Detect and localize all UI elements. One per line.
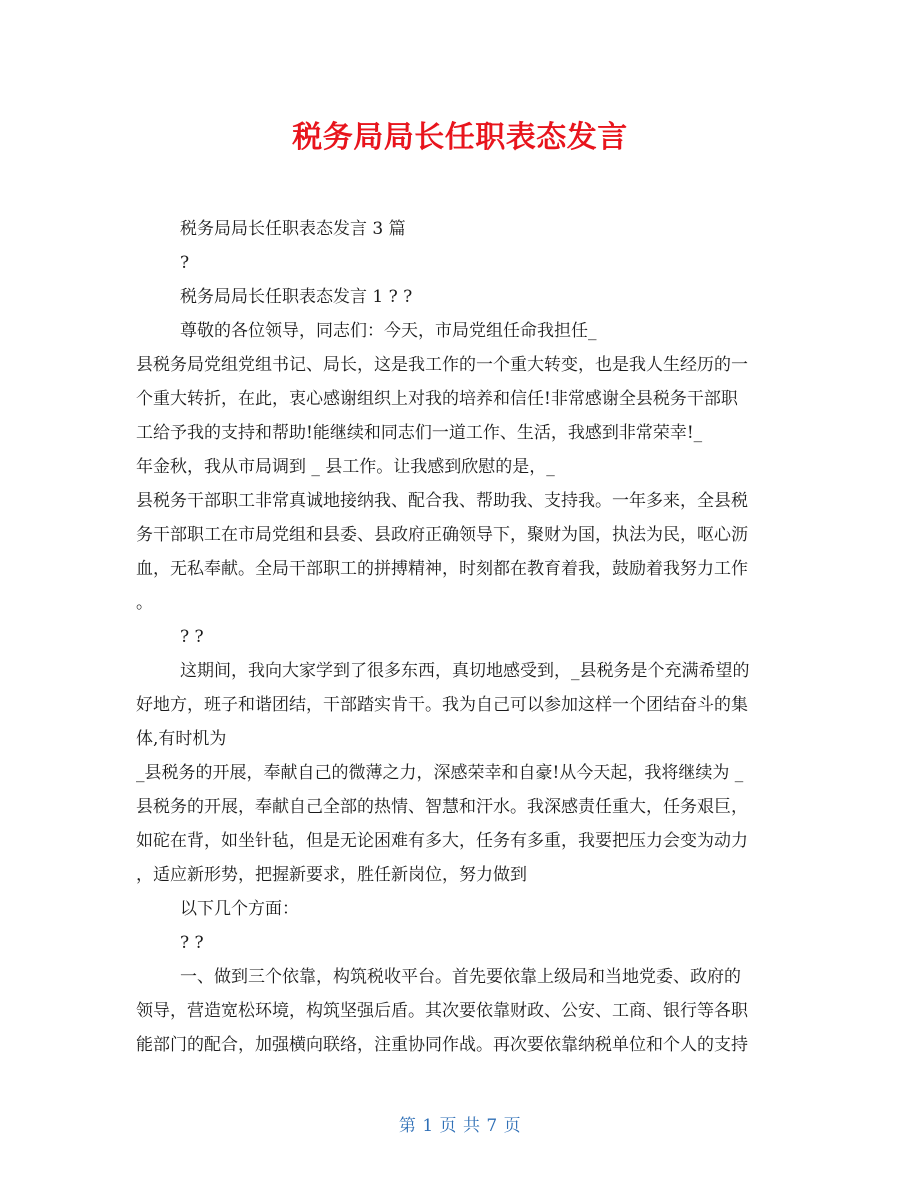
body-line: 。 [136,593,153,613]
body-line: 县税务的开展，奉献自己全部的热情、智慧和汗水。我深感责任重大，任务艰巨， [136,797,748,817]
body-line: _县税务的开展，奉献自己的微薄之力，深感荣幸和自豪!从今天起，我将继续为 _ [136,763,744,783]
body-line: 年金秋，我从市局调到 _ 县工作。让我感到欣慰的是，_ [136,457,555,477]
body-line: ，适应新形势，把握新要求，胜任新岗位，努力做到 [136,865,527,885]
body-line: ? [180,253,190,273]
body-line: 领导，营造宽松环境，构筑坚强后盾。其次要依靠财政、公安、工商、银行等各职 [136,1001,748,1021]
body-line: ? ? [180,627,204,647]
body-line: 工给予我的支持和帮助!能继续和同志们一道工作、生活，我感到非常荣幸!_ [136,423,703,443]
document-title: 税务局局长任职表态发言 [292,120,628,155]
body-line: 务干部职工在市局党组和县委、县政府正确领导下，聚财为国，执法为民，呕心沥 [136,525,748,545]
document-body [136,212,786,1062]
body-line: 税务局局长任职表态发言 3 篇 [180,219,406,239]
body-line: 好地方，班子和谐团结，干部踏实肯干。我为自己可以参加这样一个团结奋斗的集 [136,695,748,715]
body-line: 县税务局党组党组书记、局长，这是我工作的一个重大转变，也是我人生经历的一 [136,355,748,375]
body-line: 这期间，我向大家学到了很多东西，真切地感受到，_县税务是个充满希望的 [180,661,750,681]
body-line: 以下几个方面： [180,899,299,919]
body-line: 税务局局长任职表态发言 1 ? ? [180,287,413,307]
body-line: 血，无私奉献。全局干部职工的拼搏精神，时刻都在教育着我，鼓励着我努力工作 [136,559,748,579]
body-line: ? ? [180,933,204,953]
body-line: 能部门的配合，加强横向联络，注重协同作战。再次要依靠纳税单位和个人的支持 [136,1035,748,1055]
body-line: 尊敬的各位领导，同志们：今天，市局党组任命我担任_ [180,321,597,341]
page-footer: 第 1 页 共 7 页 [398,1116,522,1136]
body-line: 个重大转折，在此，衷心感谢组织上对我的培养和信任!非常感谢全县税务干部职 [136,389,738,409]
body-line: 体,有时机为 [136,729,227,749]
body-line: 县税务干部职工非常真诚地接纳我、配合我、帮助我、支持我。一年多来，全县税 [136,491,748,511]
body-line: 如砣在背，如坐针毡，但是无论困难有多大，任务有多重，我要把压力会变为动力 [136,831,748,851]
body-line: 一、做到三个依靠，构筑税收平台。首先要依靠上级局和当地党委、政府的 [180,967,741,987]
